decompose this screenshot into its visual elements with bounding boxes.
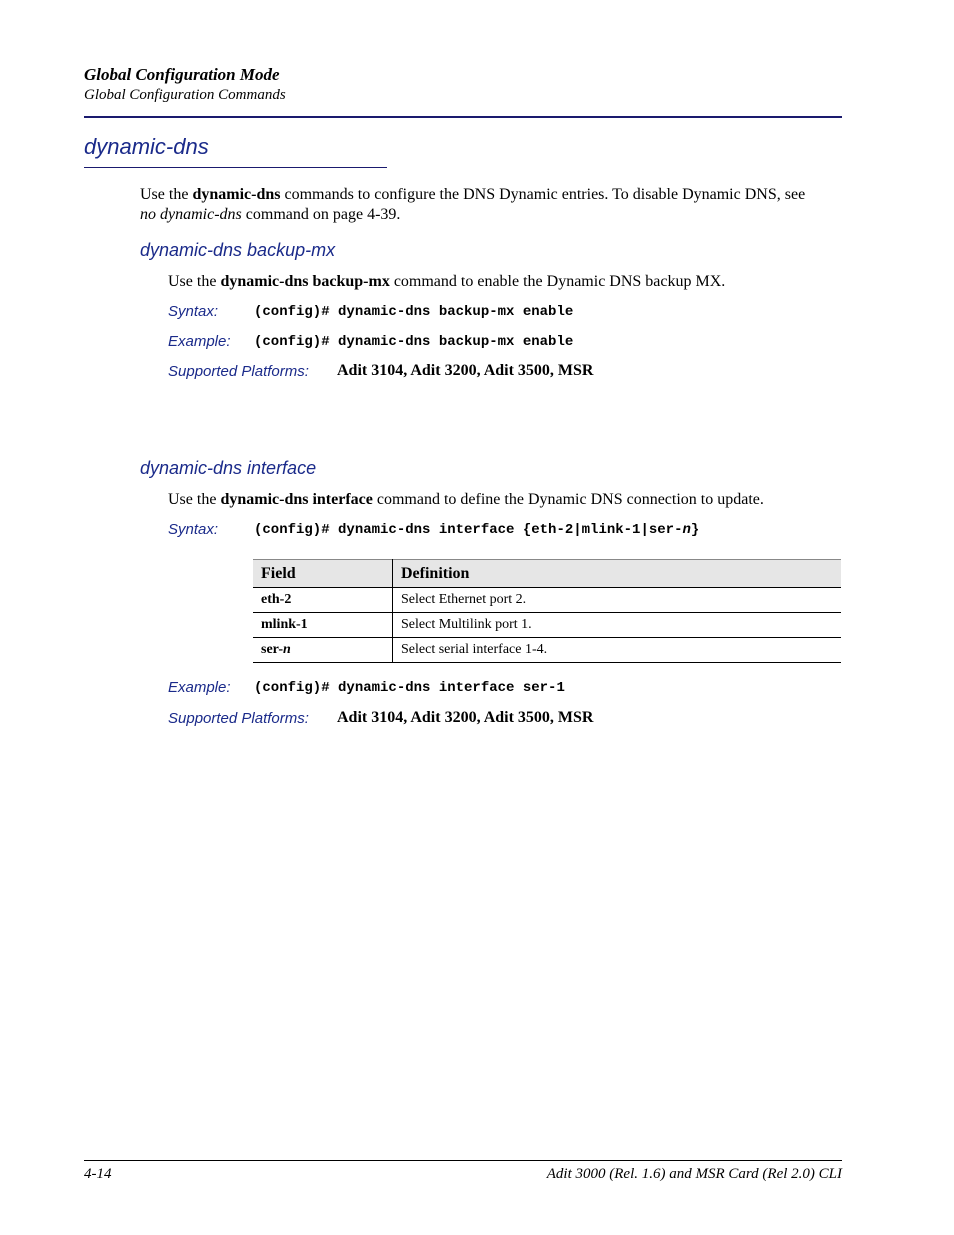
table-cell-field <box>253 613 393 638</box>
intro-text-1: Use the <box>140 186 193 203</box>
table-row <box>253 638 841 663</box>
interface-syntax <box>254 522 699 538</box>
backup-mx-title: dynamic-dns backup-mx <box>140 240 336 260</box>
interface-syntax-close: } <box>690 522 700 538</box>
backup-mx-desc-pre: Use the <box>168 273 221 290</box>
intro-line-2 <box>140 205 400 225</box>
header-rule <box>84 116 842 118</box>
interface-desc-post: command to define the Dynamic DNS connection to update. <box>372 491 764 508</box>
intro-text-3: command on page 4-39. <box>241 206 401 223</box>
interface-platforms-label: Supported Platforms: <box>168 710 309 727</box>
interface-description <box>168 490 764 510</box>
interface-example: (config)# dynamic-dns interface ser-1 <box>254 680 565 696</box>
table-row <box>253 588 841 613</box>
intro-line-1 <box>140 185 805 205</box>
backup-mx-description <box>168 272 725 292</box>
backup-mx-syntax-label: Syntax: <box>168 303 219 320</box>
interface-platforms: Adit 3104, Adit 3200, Adit 3500, MSR <box>337 709 594 726</box>
interface-example-label: Example: <box>168 679 231 696</box>
table-cell-field <box>253 638 393 663</box>
interface-syntax-label: Syntax: <box>168 521 219 538</box>
running-header-subtitle: Global Configuration Commands <box>84 87 286 103</box>
field-name: mlink-1 <box>261 617 308 632</box>
interface-syntax-variable: n <box>682 522 691 538</box>
footer-rule <box>84 1160 842 1161</box>
interface-title: dynamic-dns interface <box>140 458 317 478</box>
table-row <box>253 613 841 638</box>
document-title: Adit 3000 (Rel. 1.6) and MSR Card (Rel 2.0) CLI <box>546 1166 842 1182</box>
table-cell-definition: Select Multilink port 1. <box>393 613 842 638</box>
section-title-rule <box>84 167 387 168</box>
field-definition-table <box>253 559 841 663</box>
backup-mx-platforms: Adit 3104, Adit 3200, Adit 3500, MSR <box>337 362 594 379</box>
field-variable: n <box>283 642 291 657</box>
table-header-definition: Definition <box>393 560 842 588</box>
interface-desc-command: dynamic-dns interface <box>220 491 373 508</box>
table-header-row <box>253 560 841 588</box>
backup-mx-example-label: Example: <box>168 333 231 350</box>
backup-mx-desc-post: command to enable the Dynamic DNS backup MX. <box>389 273 726 290</box>
table-cell-field <box>253 588 393 613</box>
table-cell-definition: Select Ethernet port 2. <box>393 588 842 613</box>
running-header-title: Global Configuration Mode <box>84 65 280 84</box>
interface-desc-pre: Use the <box>168 491 221 508</box>
intro-bold-command: dynamic-dns <box>192 186 281 203</box>
field-name: ser- <box>261 642 284 657</box>
table-header-field: Field <box>253 560 393 588</box>
intro-text-2: commands to configure the DNS Dynamic entries. To disable Dynamic DNS, see <box>280 186 806 203</box>
backup-mx-platforms-label: Supported Platforms: <box>168 363 309 380</box>
page-number: 4-14 <box>84 1166 112 1182</box>
table-cell-definition: Select serial interface 1-4. <box>393 638 842 663</box>
backup-mx-syntax: (config)# dynamic-dns backup-mx enable <box>254 304 574 320</box>
backup-mx-desc-command: dynamic-dns backup-mx <box>220 273 390 290</box>
interface-syntax-text: (config)# dynamic-dns interface {eth-2|mlink-1|ser- <box>254 522 683 538</box>
section-title: dynamic-dns <box>84 134 209 159</box>
backup-mx-example: (config)# dynamic-dns backup-mx enable <box>254 334 574 350</box>
intro-cross-ref: no dynamic-dns <box>140 206 242 223</box>
field-name: eth-2 <box>261 592 292 607</box>
